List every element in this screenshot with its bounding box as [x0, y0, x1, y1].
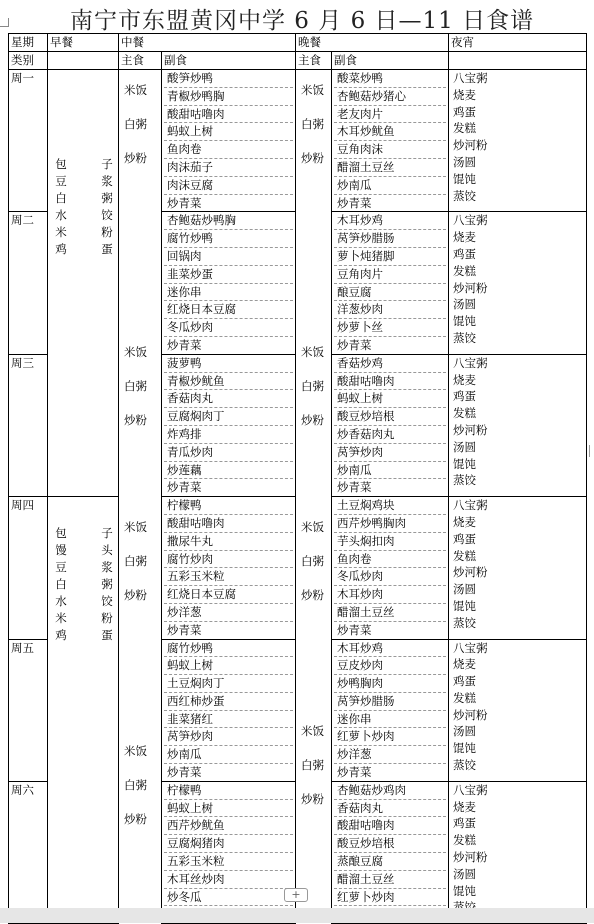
snack-item: 八宝粥	[453, 213, 488, 228]
breakfast-cell	[48, 497, 119, 924]
day-label: 周五	[9, 639, 48, 781]
dinner-dish: 杏鲍菇炒鸡肉	[334, 782, 446, 800]
snack-cell	[449, 639, 587, 781]
dinner-dish: 冬瓜炒肉	[334, 568, 446, 586]
day-row	[9, 70, 587, 212]
breakfast-char: 鸡	[55, 628, 67, 643]
lunch-staple-cell	[119, 70, 162, 212]
lunch-dish: 炒青菜	[167, 765, 202, 780]
snack-item: 蒸饺	[453, 330, 476, 345]
snack-item: 炒河粉	[453, 422, 488, 437]
header-dinner: 晚餐	[296, 34, 449, 52]
dinner-dish: 醋溜土豆丝	[334, 159, 446, 177]
dinner-dish: 酸菜炒鸭	[334, 70, 446, 88]
staple-item: 米饭	[301, 724, 324, 739]
dinner-dish: 炒洋葱	[334, 746, 446, 764]
snack-item: 汤圆	[453, 866, 476, 881]
staple-item: 米饭	[124, 744, 147, 759]
snack-item: 馄饨	[453, 314, 476, 329]
dinner-dish: 杏鲍菇炒猪心	[334, 88, 446, 106]
lunch-dish: 莴笋炒肉	[164, 728, 293, 746]
breakfast-char: 米	[55, 225, 67, 239]
dinner-dish: 炒青菜	[337, 480, 372, 495]
dinner-dish: 豆皮炒肉	[334, 657, 446, 675]
snack-item: 八宝粥	[453, 640, 488, 655]
dinner-staple-cell	[296, 212, 332, 354]
snack-cell	[449, 212, 587, 354]
lunch-dish: 酸甜咕噜肉	[164, 106, 293, 124]
snack-item: 鸡蛋	[453, 674, 476, 689]
snack-item: 汤圆	[453, 297, 476, 312]
lunch-dish: 腐竹炒肉	[164, 551, 293, 569]
snack-item: 馄饨	[453, 171, 476, 186]
dinner-dish: 炒南瓜	[334, 462, 446, 480]
dinner-staple-cell	[296, 497, 332, 639]
header-dinner-side: 副食	[332, 52, 449, 70]
header-lunch-staple: 主食	[119, 52, 162, 70]
dinner-dish: 红萝卜炒肉	[334, 728, 446, 746]
lunch-side-cell	[162, 70, 296, 212]
menu-table	[8, 33, 587, 924]
snack-item: 发糕	[453, 690, 476, 705]
snack-item: 八宝粥	[453, 782, 488, 797]
snack-item: 烧麦	[453, 87, 476, 102]
dinner-side-cell	[332, 639, 449, 781]
page-title: 南宁市东盟黄冈中学 6 月 6 日—11 日食谱	[70, 8, 535, 34]
day-label: 周三	[9, 354, 48, 496]
snack-item: 蒸饺	[453, 473, 476, 488]
breakfast-char: 粉	[101, 611, 113, 626]
lunch-dish: 炒洋葱	[164, 604, 293, 622]
lunch-dish: 西芹炒鱿鱼	[164, 817, 293, 835]
day-rows	[9, 70, 587, 924]
lunch-staple-cell	[119, 744, 162, 923]
lunch-dish: 炒青菜	[167, 622, 202, 637]
lunch-dish: 蚂蚁上树	[164, 123, 293, 141]
dinner-side-cell	[332, 781, 449, 923]
lunch-dish: 撒尿牛丸	[164, 533, 293, 551]
subheader-row	[9, 52, 587, 70]
staple-item: 白粥	[124, 553, 147, 568]
dinner-dish: 蚂蚁上树	[334, 390, 446, 408]
dinner-dish: 木耳炒肉	[334, 586, 446, 604]
dinner-dish: 豆角肉沫	[334, 141, 446, 159]
lunch-dish: 炒莲藕	[164, 462, 293, 480]
lunch-dish: 蚂蚁上树	[164, 800, 293, 818]
lunch-dish: 腐竹炒鸭	[164, 640, 293, 658]
breakfast-char: 蛋	[101, 628, 113, 643]
snack-item: 鸡蛋	[453, 389, 476, 404]
lunch-dish: 青瓜炒肉	[164, 444, 293, 462]
lunch-dish: 青椒炒鸭胸	[164, 88, 293, 106]
lunch-dish: 腐竹炒鸭	[164, 230, 293, 248]
snack-item: 馄饨	[453, 598, 476, 613]
snack-item: 馄饨	[453, 456, 476, 471]
snack-item: 炒河粉	[453, 565, 488, 580]
breakfast-char: 浆	[101, 560, 113, 575]
dinner-dish: 酿豆腐	[334, 284, 446, 302]
lunch-dish: 炒青菜	[167, 480, 202, 495]
bottom-status-bar	[0, 908, 594, 923]
lunch-dish: 杏鲍菇炒鸭胸	[164, 212, 293, 230]
snack-item: 炒河粉	[453, 850, 488, 865]
lunch-dish: 炒南瓜	[164, 746, 293, 764]
snack-item: 炒河粉	[453, 138, 488, 153]
dinner-dish: 酸豆炒培根	[334, 408, 446, 426]
breakfast-char: 子	[101, 157, 113, 171]
staple-item: 米饭	[124, 519, 147, 534]
lunch-dish: 西红柿炒蛋	[164, 693, 293, 711]
breakfast-char: 馒	[55, 543, 67, 558]
day-row	[9, 497, 587, 639]
lunch-dish: 肉沫茄子	[164, 159, 293, 177]
lunch-dish: 炒冬瓜	[164, 889, 293, 907]
document-corner-mark	[0, 18, 9, 27]
lunch-staple-cell	[119, 345, 162, 496]
day-label: 周二	[9, 212, 48, 354]
header-category: 类别	[9, 52, 48, 70]
snack-item: 炒河粉	[453, 707, 488, 722]
breakfast-char: 粉	[101, 225, 113, 239]
lunch-dish: 酸笋炒鸭	[164, 70, 293, 88]
dinner-dish: 炒香菇肉丸	[334, 426, 446, 444]
header-lunch-side: 副食	[162, 52, 296, 70]
snack-item: 鸡蛋	[453, 531, 476, 546]
snack-item: 八宝粥	[453, 71, 488, 85]
lunch-dish: 炒青菜	[167, 195, 202, 210]
lunch-dish: 柠檬鸭	[164, 782, 293, 800]
staple-item: 白粥	[124, 379, 147, 394]
dinner-dish: 洋葱炒肉	[334, 301, 446, 319]
snack-item: 烧麦	[453, 372, 476, 387]
snack-item: 鸡蛋	[453, 246, 476, 261]
dinner-staple-cell	[296, 70, 332, 212]
lunch-dish: 青椒炒鱿鱼	[164, 373, 293, 391]
staple-item: 白粥	[301, 758, 324, 773]
snack-item: 鸡蛋	[453, 104, 476, 119]
snack-item: 蒸饺	[453, 758, 476, 773]
snack-item: 发糕	[453, 833, 476, 848]
dinner-dish: 蒸酿豆腐	[334, 853, 446, 871]
snack-item: 八宝粥	[453, 498, 488, 513]
header-breakfast: 早餐	[48, 34, 119, 52]
lunch-side-cell	[162, 639, 296, 781]
dinner-dish: 迷你串	[334, 711, 446, 729]
breakfast-char: 子	[101, 526, 113, 541]
dinner-dish: 土豆焖鸡块	[334, 497, 446, 515]
staple-item: 炒粉	[124, 151, 147, 165]
staple-item: 米饭	[124, 83, 147, 97]
snack-item: 蒸饺	[453, 615, 476, 630]
breakfast-char: 饺	[101, 208, 113, 222]
dinner-dish: 炒南瓜	[334, 177, 446, 195]
dinner-side-cell	[332, 354, 449, 496]
lunch-dish: 炸鸡排	[164, 426, 293, 444]
staple-item: 米饭	[301, 83, 324, 97]
dinner-dish: 红萝卜炒肉	[334, 889, 446, 907]
dinner-dish: 炒鸭胸肉	[334, 675, 446, 693]
staple-item: 白粥	[124, 778, 147, 793]
lunch-dish: 炒青菜	[167, 337, 202, 352]
snack-item: 汤圆	[453, 582, 476, 597]
staple-item: 白粥	[301, 553, 324, 568]
dinner-dish: 炒萝卜丝	[334, 319, 446, 337]
breakfast-char: 鸡	[55, 242, 67, 256]
header-dinner-staple: 主食	[296, 52, 332, 70]
staple-item: 炒粉	[301, 413, 324, 428]
dinner-dish: 莴笋炒腊肠	[334, 693, 446, 711]
lunch-dish: 菠萝鸭	[164, 355, 293, 373]
snack-item: 馄饨	[453, 741, 476, 756]
snack-cell	[449, 497, 587, 639]
dinner-dish: 酸豆炒培根	[334, 835, 446, 853]
lunch-dish: 鱼肉卷	[164, 141, 293, 159]
snack-item: 八宝粥	[453, 355, 488, 370]
dinner-dish: 木耳炒鱿鱼	[334, 123, 446, 141]
staple-item: 炒粉	[124, 413, 147, 428]
lunch-dish: 蚂蚁上树	[164, 657, 293, 675]
snack-item: 发糕	[453, 263, 476, 278]
staple-item: 白粥	[301, 379, 324, 394]
breakfast-char: 豆	[55, 174, 67, 188]
snack-item: 烧麦	[453, 230, 476, 245]
snack-item: 汤圆	[453, 439, 476, 454]
staple-item: 炒粉	[301, 792, 324, 807]
breakfast-char: 蛋	[101, 242, 113, 256]
day-label: 周四	[9, 497, 48, 639]
dinner-dish: 老友肉片	[334, 106, 446, 124]
lunch-dish: 五彩玉米粒	[164, 853, 293, 871]
lunch-dish: 酸甜咕噜肉	[164, 515, 293, 533]
breakfast-char: 白	[55, 191, 67, 205]
snack-item: 烧麦	[453, 514, 476, 529]
breakfast-cell	[48, 70, 119, 497]
lunch-dish: 五彩玉米粒	[164, 568, 293, 586]
dinner-staple-cell	[296, 724, 332, 923]
dinner-dish: 萝卜炖猪脚	[334, 248, 446, 266]
staple-item: 白粥	[301, 117, 324, 131]
snack-cell	[449, 781, 587, 923]
breakfast-char: 水	[55, 594, 67, 609]
dinner-side-cell	[332, 497, 449, 639]
dinner-dish: 芋头焖扣肉	[334, 533, 446, 551]
snack-item: 鸡蛋	[453, 816, 476, 831]
lunch-dish: 柠檬鸭	[164, 497, 293, 515]
lunch-side-cell	[162, 497, 296, 639]
dinner-staple-cell	[296, 345, 332, 496]
breakfast-char: 包	[55, 526, 67, 541]
lunch-side-cell	[162, 212, 296, 354]
dinner-dish: 醋溜土豆丝	[334, 871, 446, 889]
header-snack: 夜宵	[449, 34, 587, 52]
snack-item: 汤圆	[453, 724, 476, 739]
dinner-dish: 鱼肉卷	[334, 551, 446, 569]
dinner-side-cell	[332, 212, 449, 354]
lunch-side-cell	[162, 354, 296, 496]
dinner-dish: 豆角肉片	[334, 266, 446, 284]
snack-item: 烧麦	[453, 657, 476, 672]
snack-cell	[449, 354, 587, 496]
lunch-dish: 韭菜炒蛋	[164, 266, 293, 284]
add-row-button[interactable]: +	[284, 888, 308, 902]
dinner-dish: 酸甜咕噜肉	[334, 373, 446, 391]
staple-item: 炒粉	[124, 812, 147, 827]
breakfast-char: 水	[55, 208, 67, 222]
breakfast-char: 包	[55, 157, 67, 171]
snack-cell	[449, 70, 587, 212]
lunch-dish: 香菇肉丸	[164, 390, 293, 408]
lunch-staple-cell	[119, 497, 162, 639]
dinner-dish: 炒青菜	[337, 195, 372, 210]
snack-item: 烧麦	[453, 799, 476, 814]
breakfast-char: 粥	[101, 191, 113, 205]
dinner-dish: 木耳炒鸡	[334, 212, 446, 230]
breakfast-char: 饺	[101, 594, 113, 609]
staple-item: 炒粉	[301, 587, 324, 602]
dinner-dish: 莴笋炒肉	[334, 444, 446, 462]
day-label: 周一	[9, 70, 48, 212]
lunch-dish: 冬瓜炒肉	[164, 319, 293, 337]
staple-item: 米饭	[124, 345, 147, 360]
dinner-dish: 香菇炒鸡	[334, 355, 446, 373]
lunch-dish: 红烧日本豆腐	[164, 586, 293, 604]
lunch-side-cell	[162, 781, 296, 923]
breakfast-char: 豆	[55, 560, 67, 575]
lunch-dish: 韭菜猪红	[164, 711, 293, 729]
day-label: 周六	[9, 781, 48, 923]
staple-item: 米饭	[301, 519, 324, 534]
dinner-dish: 木耳炒鸡	[334, 640, 446, 658]
dinner-dish: 炒青菜	[337, 765, 372, 780]
dinner-dish: 香菇肉丸	[334, 800, 446, 818]
breakfast-char: 头	[101, 543, 113, 558]
staple-item: 白粥	[124, 117, 147, 131]
staple-item: 炒粉	[301, 151, 324, 165]
lunch-dish: 红烧日本豆腐	[164, 301, 293, 319]
dinner-dish: 醋溜土豆丝	[334, 604, 446, 622]
staple-item: 炒粉	[124, 587, 147, 602]
snack-item: 汤圆	[453, 154, 476, 169]
snack-item: 炒河粉	[453, 280, 488, 295]
staple-item: 米饭	[301, 345, 324, 360]
dinner-dish: 酸甜咕噜肉	[334, 817, 446, 835]
dinner-dish: 西芹炒鸭胸肉	[334, 515, 446, 533]
dinner-dish: 莴笋炒腊肠	[334, 230, 446, 248]
header-row	[9, 34, 587, 52]
lunch-staple-cell	[119, 212, 162, 354]
dinner-side-cell	[332, 70, 449, 212]
lunch-dish: 豆腐焖猪肉	[164, 835, 293, 853]
page-edge-marker	[589, 445, 594, 457]
dinner-dish: 炒青菜	[337, 337, 372, 352]
header-lunch: 中餐	[119, 34, 296, 52]
breakfast-char: 白	[55, 577, 67, 592]
snack-item: 蒸饺	[453, 188, 476, 203]
dinner-dish: 炒青菜	[337, 622, 372, 637]
lunch-dish: 豆腐焖肉丁	[164, 408, 293, 426]
snack-item: 发糕	[453, 406, 476, 421]
lunch-dish: 迷你串	[164, 284, 293, 302]
header-day: 星期	[9, 34, 48, 52]
lunch-dish: 土豆焖肉丁	[164, 675, 293, 693]
snack-item: 馄饨	[453, 883, 476, 898]
breakfast-char: 米	[55, 611, 67, 626]
snack-item: 发糕	[453, 121, 476, 136]
lunch-dish: 肉沫豆腐	[164, 177, 293, 195]
lunch-dish: 木耳丝炒肉	[164, 871, 293, 889]
snack-item: 发糕	[453, 548, 476, 563]
breakfast-char: 浆	[101, 174, 113, 188]
breakfast-char: 粥	[101, 577, 113, 592]
lunch-dish: 回锅肉	[164, 248, 293, 266]
